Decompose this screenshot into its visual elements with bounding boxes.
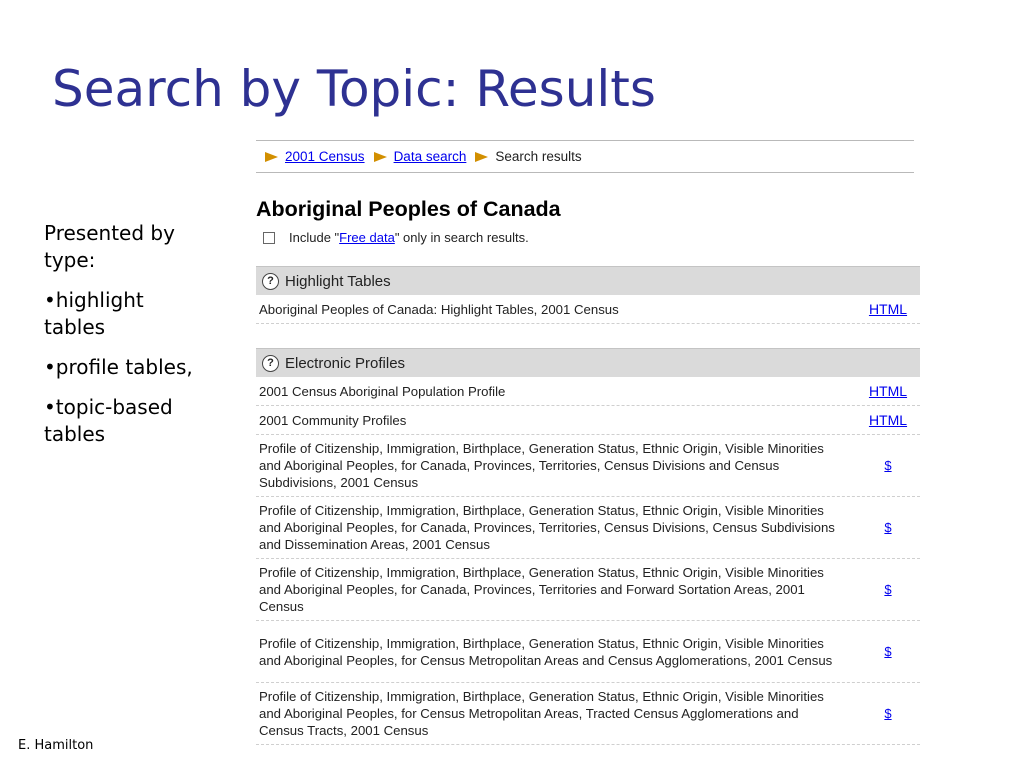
bullet-item: Presented by type: [44,221,175,272]
free-data-filter [256,230,920,245]
table-row [256,295,920,324]
screenshot-panel [256,140,920,745]
arrow-icon [265,152,278,162]
free-data-checkbox[interactable] [263,232,275,244]
purchase-link[interactable]: $ [884,582,892,597]
slide-title: Search by Topic: Results [52,60,656,118]
row-description: Profile of Citizenship, Immigration, Birthplace, Generation Status, Ethnic Origin, Visible Minorities and Aboriginal Peoples, for Canada, Provinces, Territories and Forward Sortation Areas, 2001 Census [259,565,824,614]
row-description: Profile of Citizenship, Immigration, Birthplace, Generation Status, Ethnic Origin, Visible Minorities and Aboriginal Peoples, for Canada, Provinces, Territories, Census Divisions, Census Subdivisions and Dissemination Areas, 2001 Census [259,503,835,552]
html-link[interactable]: HTML [868,411,908,428]
filter-suffix: " only in search results. [394,230,529,245]
table-row [256,559,920,621]
breadcrumb-data-search[interactable]: Data search [393,149,467,164]
bullet-item: •topic-based tables [44,395,173,446]
row-description: 2001 Community Profiles [259,412,407,428]
breadcrumb-current: Search results [495,149,582,164]
purchase-link[interactable]: $ [884,520,892,535]
page-title: Aboriginal Peoples of Canada [256,197,561,221]
purchase-link[interactable]: $ [884,644,892,659]
breadcrumb [256,140,914,173]
table-row [256,377,920,406]
section-header [256,266,920,295]
row-description: 2001 Census Aboriginal Population Profile [259,383,506,399]
table-row [256,621,920,683]
breadcrumb-2001-census[interactable]: 2001 Census [285,149,365,164]
table-row [256,406,920,435]
table-row [256,435,920,497]
bullet-item: •profile tables, [44,355,193,379]
electronic-profiles-section [256,348,920,745]
highlight-tables-section [256,266,920,324]
section-title: Electronic Profiles [285,354,406,372]
arrow-icon [475,152,488,162]
section-title: Highlight Tables [285,272,391,290]
row-description: Profile of Citizenship, Immigration, Birthplace, Generation Status, Ethnic Origin, Visible Minorities and Aboriginal Peoples, for Census Metropolitan Areas, Tracted Census Agglomerations and Census Tracts, 2001 Census [259,689,824,738]
html-link[interactable]: HTML [868,382,908,399]
table-row [256,497,920,559]
purchase-link[interactable]: $ [884,706,892,721]
help-icon[interactable]: ? [262,355,279,372]
bullet-list [44,220,204,461]
bullet-item: •highlight tables [44,288,144,339]
purchase-link[interactable]: $ [884,458,892,473]
free-data-link[interactable]: Free data [339,230,395,245]
filter-prefix: Include " [289,230,340,245]
arrow-icon [374,152,387,162]
section-header [256,348,920,377]
row-description: Profile of Citizenship, Immigration, Birthplace, Generation Status, Ethnic Origin, Visible Minorities and Aboriginal Peoples, for Canada, Provinces, Territories, Census Divisions and Census Subdivisions, 2001 Census [259,441,824,490]
row-description: Profile of Citizenship, Immigration, Birthplace, Generation Status, Ethnic Origin, Visible Minorities and Aboriginal Peoples, for Census Metropolitan Areas and Census Agglomerations, 2001 Census [259,635,833,668]
html-link[interactable]: HTML [868,300,908,317]
footer-author: E. Hamilton [18,738,94,753]
table-row [256,683,920,745]
row-description: Aboriginal Peoples of Canada: Highlight Tables, 2001 Census [259,301,619,317]
help-icon[interactable]: ? [262,273,279,290]
